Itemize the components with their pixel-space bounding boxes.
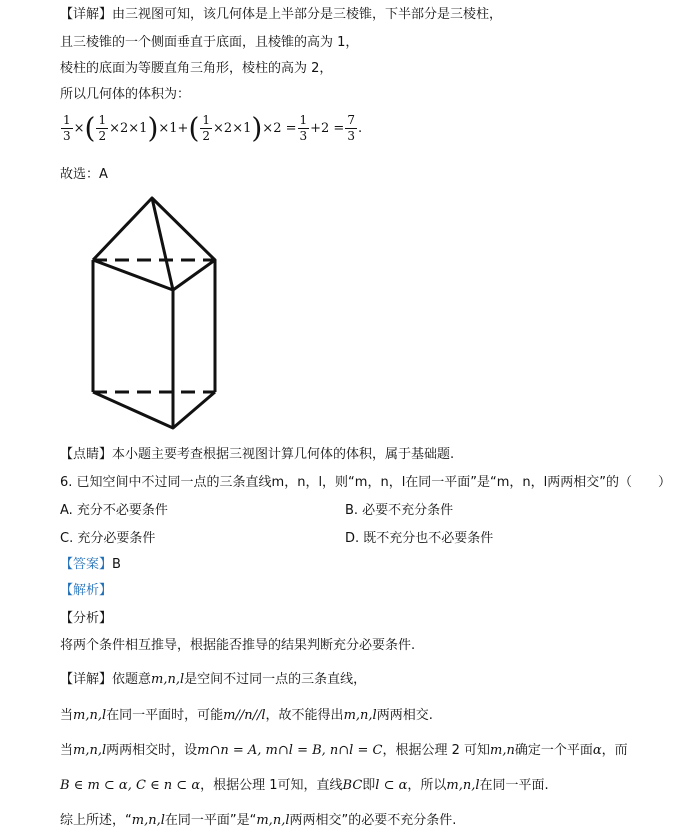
option-d: D. 既不充分也不必要条件 xyxy=(345,531,494,546)
answer-value: B xyxy=(112,557,121,572)
fenxi-label: 【分析】 xyxy=(60,611,113,626)
fraction: $\frac{1}{2}$ xyxy=(98,113,107,143)
solid-figure xyxy=(80,190,230,440)
volume-formula: $\frac{1}{3}$ ×( $\frac{1}{2}$ ×2×1)×1+( $\frac{1}{2}$ ×2×1)×2 = $\frac{1}{3}$ +2 = $\frac{7}{3}$ . xyxy=(63,111,363,145)
question-6: 6. 已知空间中不过同一点的三条直线m，n，l，则“m，n，l在同一平面”是“m，n，l两两相交”的（ ） xyxy=(60,475,672,490)
summary-line: 综上所述，“m,n,l在同一平面”是“m,n,l两两相交”的必要不充分条件. xyxy=(60,813,457,828)
fraction: $\frac{7}{3}$ xyxy=(347,113,355,143)
pyramid-edge xyxy=(152,198,173,290)
option-c: C. 充分必要条件 xyxy=(60,531,156,546)
fraction: $\frac{1}{3}$ xyxy=(299,113,308,143)
detail2-line: 【详解】依题意m,n,l是空间不过同一点的三条直线， xyxy=(60,672,367,687)
prism-bottom xyxy=(93,392,215,428)
fraction: $\frac{1}{2}$ xyxy=(202,113,211,143)
option-b: B. 必要不充分条件 xyxy=(345,503,454,518)
option-a: A. 充分不必要条件 xyxy=(60,503,168,518)
fenxi-text: 将两个条件相互推导，根据能否推导的结果判断充分必要条件. xyxy=(60,638,416,653)
answer-label: 【答案】 xyxy=(60,557,113,572)
jiexi-label: 【解析】 xyxy=(60,583,113,598)
answer-line xyxy=(60,556,121,574)
fraction: $\frac{1}{3}$ xyxy=(63,113,71,143)
conclusion-line: 故选：A xyxy=(60,167,108,182)
proof-line-3: B ∈ m ⊂ α, C ∈ n ⊂ α，根据公理 1可知，直线BC即l ⊂ α，所以m,n,l在同一平面. xyxy=(60,778,549,793)
detail-line-2: 且三棱锥的一个侧面垂直于底面，且棱锥的高为 1， xyxy=(60,35,359,50)
dianjing-line: 【点睛】本小题主要考查根据三视图计算几何体的体积，属于基础题. xyxy=(60,447,455,462)
proof-line-1: 当m,n,l在同一平面时，可能m//n//l，故不能得出m,n,l两两相交. xyxy=(60,708,433,723)
detail-line-3: 棱柱的底面为等腰直角三角形，棱柱的高为 2， xyxy=(60,61,333,76)
detail-line-1: 【详解】由三视图可知，该几何体是上半部分是三棱锥，下半部分是三棱柱， xyxy=(60,7,503,22)
proof-line-2: 当m,n,l两两相交时，设m∩n = A, m∩l = B, n∩l = C，根据公理 2 可知m,n确定一个平面α，而 xyxy=(60,743,628,758)
detail-line-4: 所以几何体的体积为： xyxy=(60,87,191,102)
